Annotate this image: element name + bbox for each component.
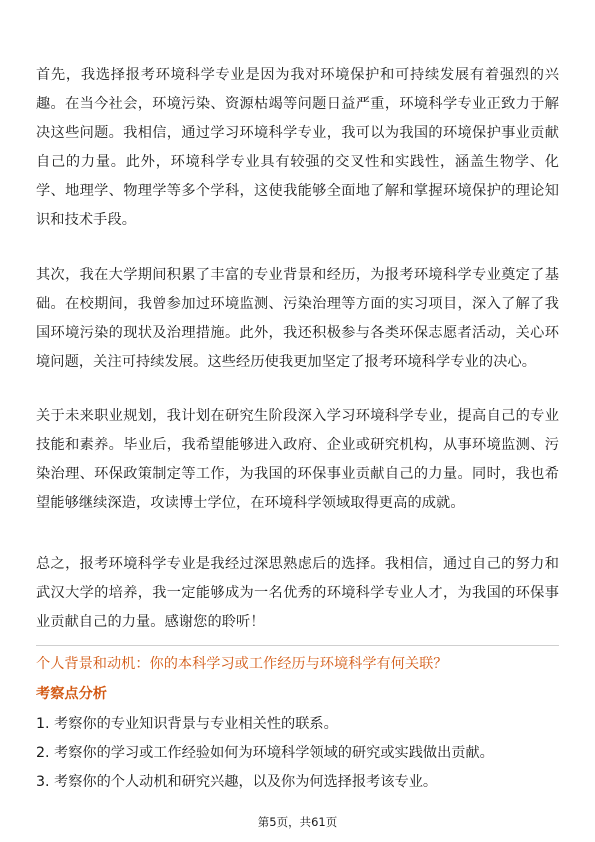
- section-divider: [36, 645, 559, 646]
- analysis-point: 2. 考察你的学习或工作经验如何为环境科学领域的研究或实践做出贡献。: [36, 745, 494, 761]
- analysis-point: 1. 考察你的专业知识背景与专业相关性的联系。: [36, 716, 338, 732]
- answer-paragraph-4: 总之，报考环境科学专业是我经过深思熟虑后的选择。我相信，通过自己的努力和武汉大学的培养，我一定能够成为一名优秀的环境科学专业人才，为我国的环保事业贡献自己的力量。感谢您的聆听！: [36, 556, 559, 630]
- answer-paragraph-1: 首先，我选择报考环境科学专业是因为我对环境保护和可持续发展有着强烈的兴趣。在当今社会，环境污染、资源枯竭等问题日益严重，环境科学专业正致力于解决这些问题。我相信，通过学习环境科学专业，我可以为我国的环境保护事业贡献自己的力量。此外，环境科学专业具有较强的交叉性和实践性，涵盖生物学、化学、地理学、物理学等多个学科，这使我能够全面地了解和掌握环境保护的理论知识和技术手段。: [36, 67, 559, 228]
- answer-paragraph-3: 关于未来职业规划，我计划在研究生阶段深入学习环境科学专业，提高自己的专业技能和素养。毕业后，我希望能够进入政府、企业或研究机构，从事环境监测、污染治理、环保政策制定等工作，为我国的环保事业贡献自己的力量。同时，我也希望能够继续深造，攻读博士学位，在环境科学领域取得更高的成就。: [36, 408, 559, 511]
- analysis-points-list: [36, 710, 559, 797]
- interview-question: 个人背景和动机：你的本科学习或工作经历与环境科学有何关联？: [36, 656, 448, 672]
- analysis-point: 3. 考察你的个人动机和研究兴趣，以及你为何选择报考该专业。: [36, 774, 438, 790]
- analysis-heading: 考察点分析: [36, 686, 107, 702]
- page-number: 第5页，共61页: [257, 815, 338, 829]
- document-page: [36, 0, 559, 842]
- answer-paragraph-2: 其次，我在大学期间积累了丰富的专业背景和经历，为报考环境科学专业奠定了基础。在校期间，我曾参加过环境监测、污染治理等方面的实习项目，深入了解了我国环境污染的现状及治理措施。此外，我还积极参与各类环保志愿者活动，关心环境问题，关注可持续发展。这些经历使我更加坚定了报考环境科学专业的决心。: [36, 267, 559, 370]
